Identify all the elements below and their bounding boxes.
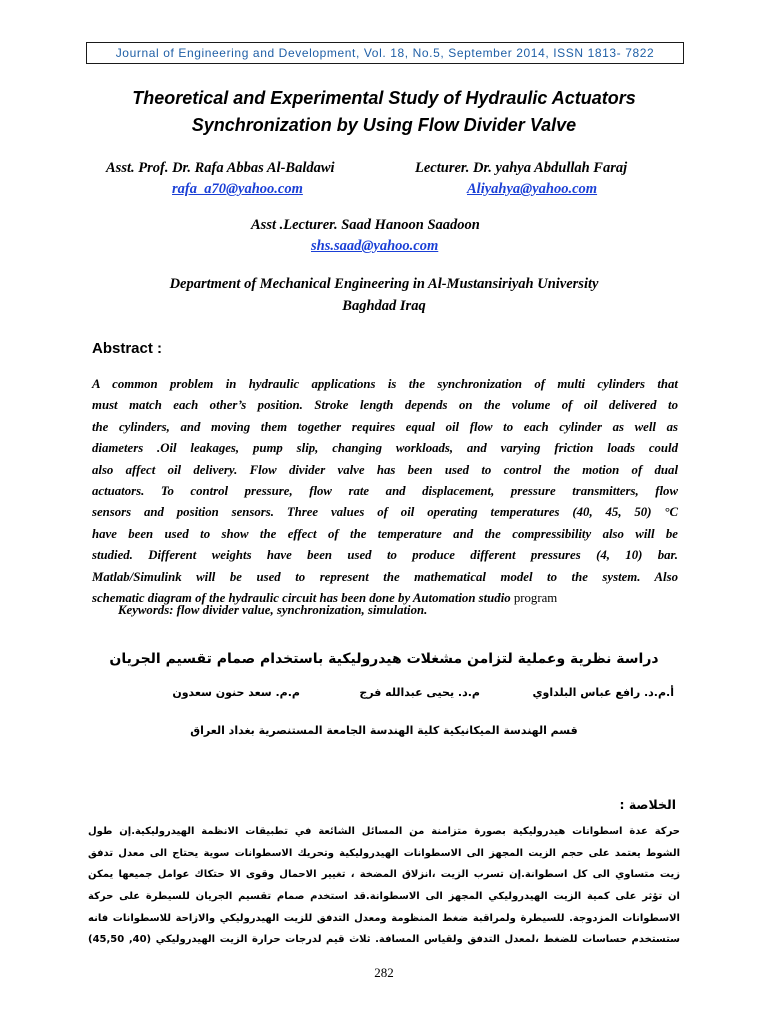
abstract-last-text: schematic diagram of the hydraulic circuit has been done by Automation studio: [92, 591, 511, 606]
arabic-abstract-line: حركة عدة اسطوانات هيدروليكية بصورة متزامنة من المسائل الشائعة في تطبيقات الانظمة الهيدروليكية.إن طول: [88, 826, 680, 837]
arabic-abstract-line: زيت متساوي الى كل اسطوانة.إن تسرب الزيت ،انزلاق المضخة ، تغيير الاحمال وقوى الا حتكاك عوامل جميعها يمكن: [88, 869, 680, 881]
title-line-1: Theoretical and Experimental Study of Hydraulic Actuators: [132, 88, 636, 108]
arabic-author-3: م.م. سعد حنون سعدون: [172, 686, 300, 699]
affiliation-line-1: Department of Mechanical Engineering in Al-Mustansiriyah University: [169, 276, 599, 292]
arabic-affiliation: قسم الهندسة الميكانيكية كلية الهندسة الجامعة المستنصرية بغداد العراق: [190, 724, 578, 737]
arabic-title: دراسة نظرية وعملية لتزامن مشغلات هيدروليكية باستخدام صمام تقسيم الجريان: [109, 651, 659, 667]
author-2-name: Lecturer. Dr. yahya Abdullah Faraj: [415, 160, 628, 176]
abstract-line: A common problem in hydraulic applications is the synchronization of multi cylinders that: [92, 377, 678, 391]
arabic-author-2: م.د. يحيى عبدالله فرج: [359, 686, 480, 699]
keywords: Keywords: flow divider value, synchronization, simulation.: [118, 603, 428, 617]
abstract-line: Matlab/Simulink will be used to represent the mathematical model to the system. Also: [92, 569, 678, 584]
abstract-line: the cylinders, and moving them together requires equal oil flow to each cylinder as well as: [92, 419, 678, 434]
paper-title: [60, 85, 708, 139]
author-1-name: Asst. Prof. Dr. Rafa Abbas Al-Baldawi: [106, 160, 335, 176]
arabic-abstract-line: ستستخدم حساسات للضغط ،لمعدل التدفق ولقياس المسافة. ثلاث قيم لدرجات حرارة الزيت الهيدروليكي (40, 45,50): [88, 934, 681, 946]
arabic-abstract-line: الشوط يعتمد على حجم الزيت المجهز الى الاسطوانات الهيدروليكية وتحريك الاسطوانات سوية يحتاج الى معدل تدفق: [88, 847, 680, 859]
affiliation-line-2: Baghdad Iraq: [342, 298, 426, 314]
abstract-body: [92, 374, 678, 609]
arabic-abstract-line: ان تؤثر على كمية الزيت الهيدروليكي المجهز الى الاسطوانة.قد استخدم صمام تقسيم الجريان للسيطرة على حركة: [88, 891, 680, 903]
author-1-email[interactable]: rafa_a70@yahoo.com: [172, 181, 303, 197]
abstract-last-word: program: [513, 591, 558, 606]
abstract-line: must match each other’s position. Stroke length depends on the volume of oil delivered to: [92, 398, 678, 413]
author-3-name: Asst .Lecturer. Saad Hanoon Saadoon: [251, 217, 480, 233]
affiliation: [60, 273, 708, 317]
arabic-author-1: أ.م.د. رافع عباس البلداوي: [532, 686, 674, 699]
abstract-heading: Abstract :: [92, 340, 163, 357]
arabic-abstract-heading: الخلاصة :: [619, 797, 676, 812]
abstract-line: actuators. To control pressure, flow rate and displacement, pressure transmitters, flow: [92, 484, 678, 499]
author-3-email[interactable]: shs.saad@yahoo.com: [311, 238, 439, 254]
abstract-line: sensors and position sensors. Three values of oil operating temperatures (40, 45, 50) °C: [92, 505, 678, 520]
author-2-email[interactable]: Aliyahya@yahoo.com: [467, 181, 598, 197]
page-number: 282: [374, 965, 394, 980]
abstract-line: studied. Different weights have been used to produce different pressures (4, 10) bar.: [92, 548, 678, 563]
abstract-line: also affect oil delivery. Flow divider valve has been used to control the motion of dual: [92, 462, 678, 477]
abstract-line: diameters .Oil leakages, pump slip, changing workloads, and varying friction loads could: [92, 441, 678, 456]
abstract-line: have been used to show the effect of the temperature and the compressibility also will be: [92, 526, 678, 541]
journal-header: Journal of Engineering and Development, Vol. 18, No.5, September 2014, ISSN 1813- 7822: [86, 42, 684, 64]
title-line-2: Synchronization by Using Flow Divider Valve: [191, 115, 577, 135]
arabic-abstract-line: الاسطوانات المزدوجة. للسيطرة ولمراقبة ضغط المنظومة ومعدل التدفق للزيت الهيدروليكي والازاحة للاسطوانات فانه: [88, 912, 680, 924]
arabic-abstract-body: [88, 826, 680, 956]
